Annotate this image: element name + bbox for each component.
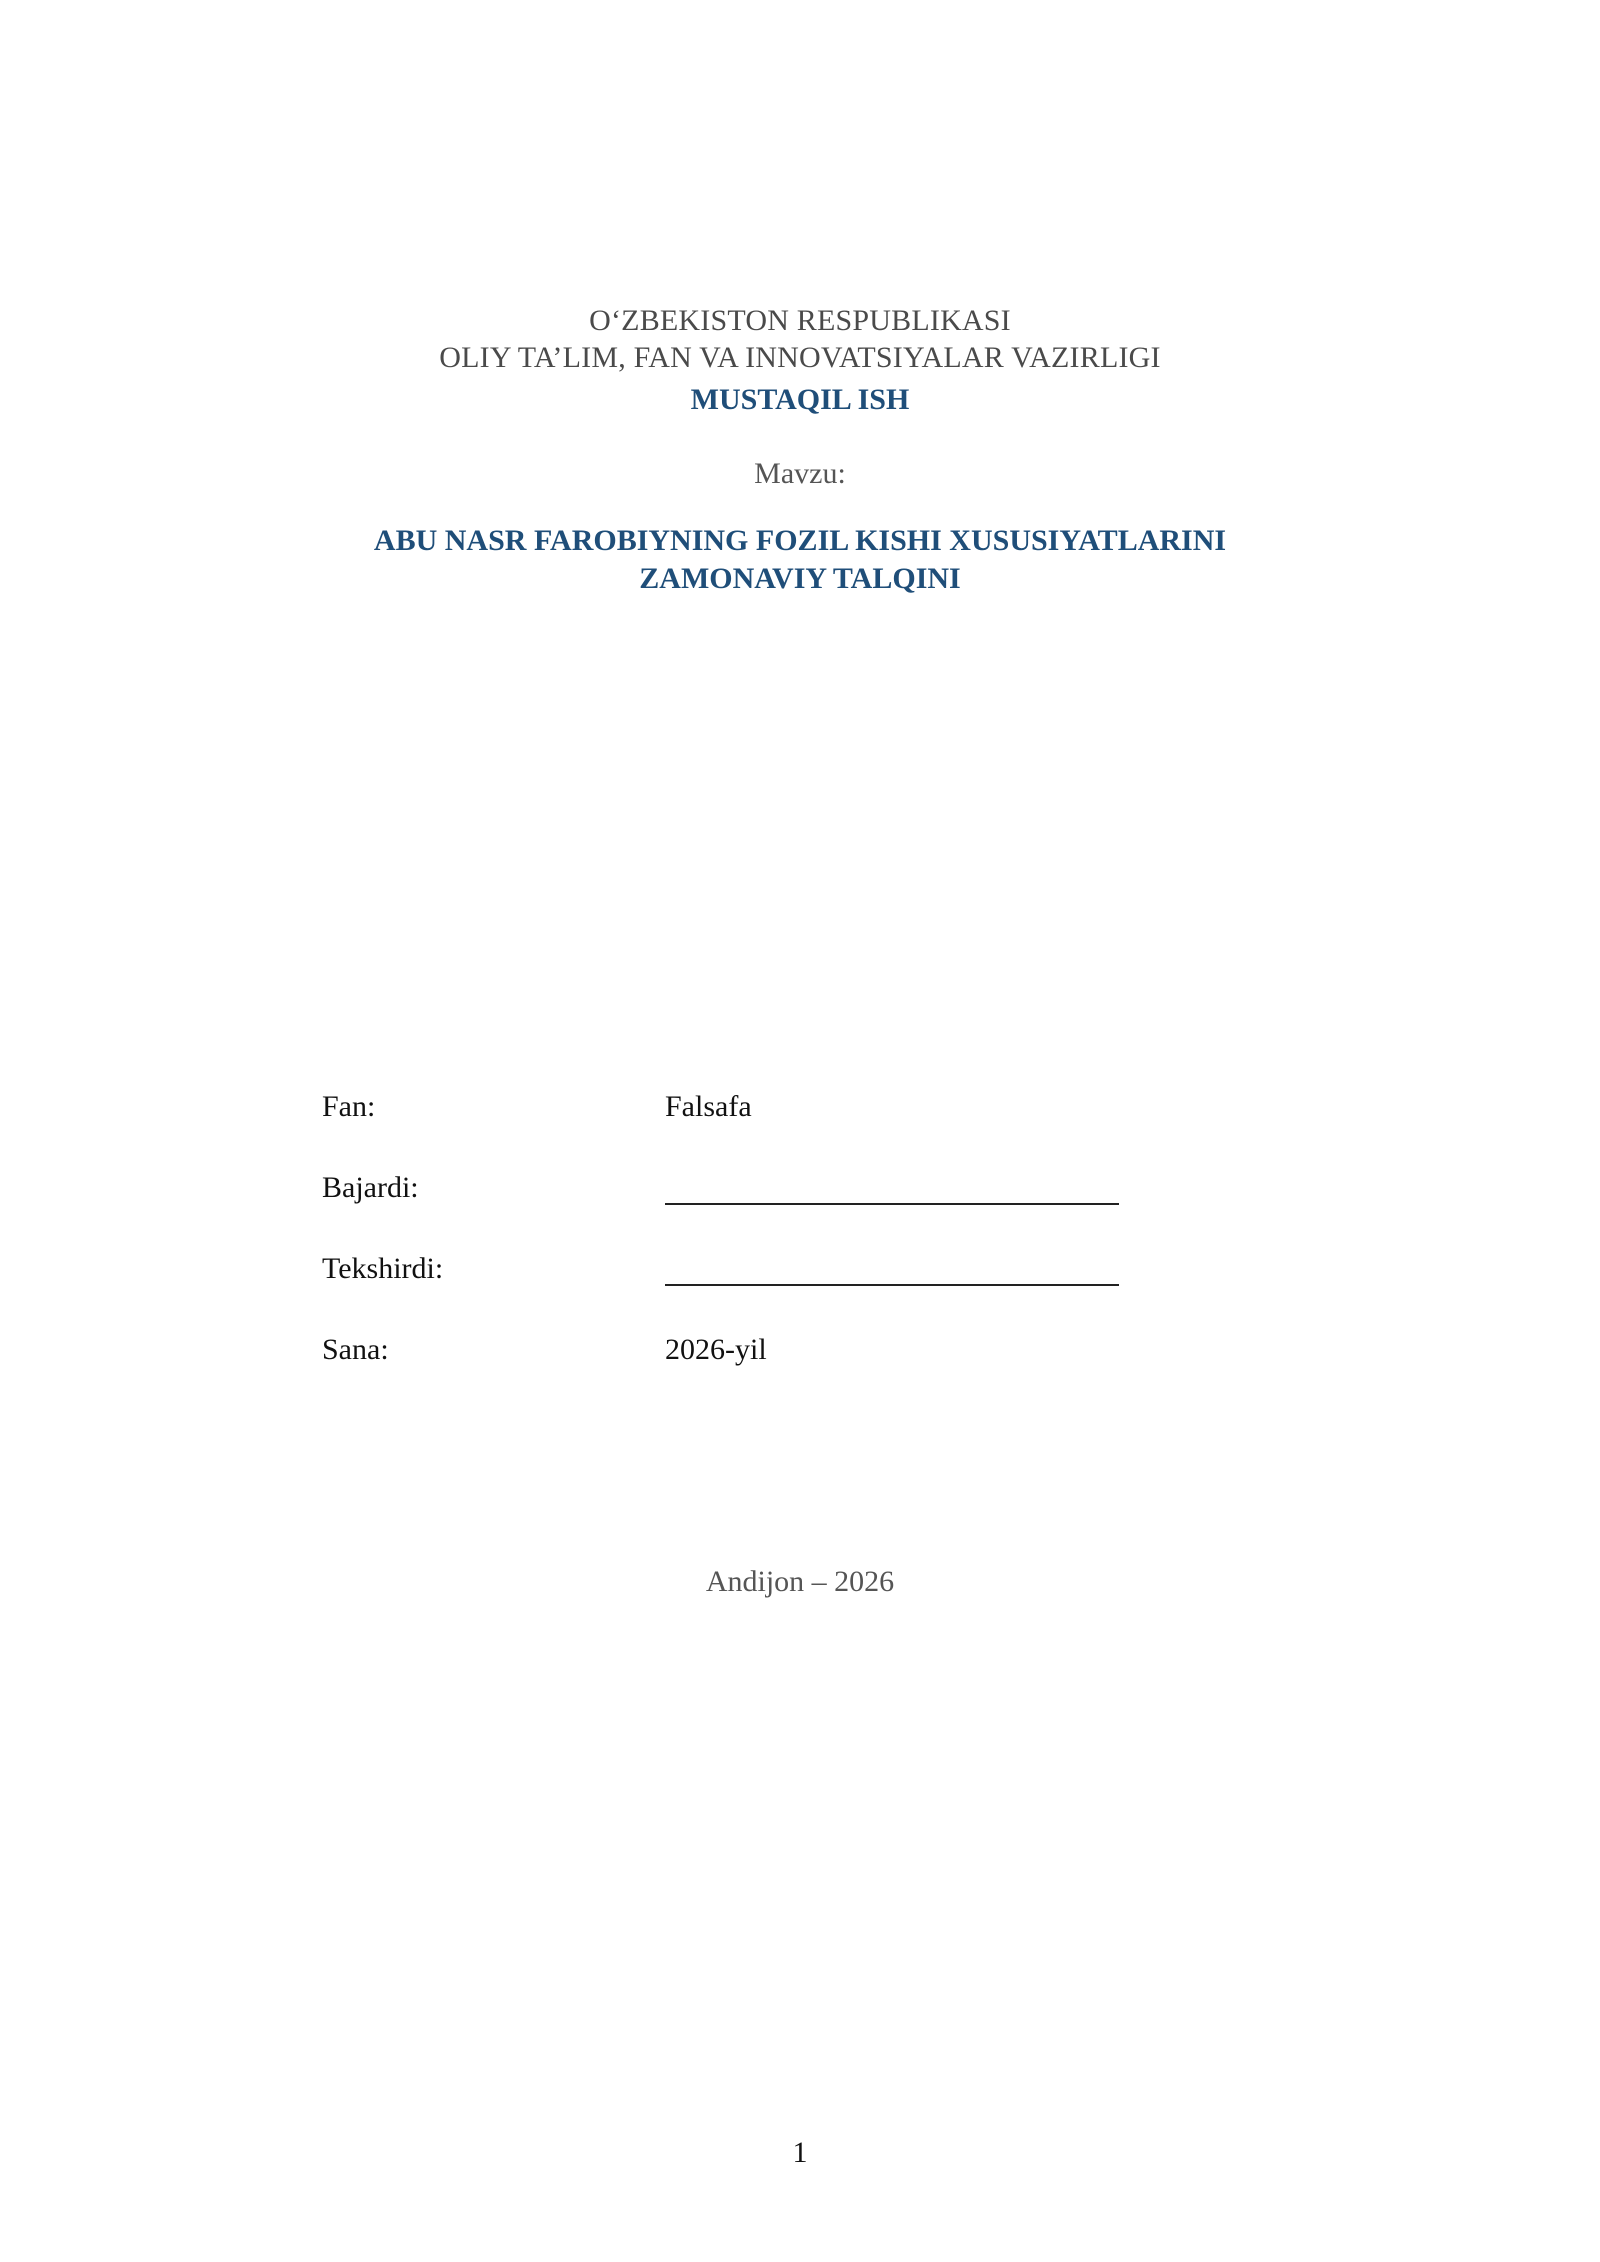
subject-label: Fan:: [322, 1090, 376, 1123]
info-row-subject: [322, 1087, 1222, 1168]
topic-title-line-1: ABU NASR FAROBIYNING FOZIL KISHI XUSUSIYATLARINI: [373, 524, 1227, 557]
info-table: [322, 1087, 1222, 1411]
checked-by-label: Tekshirdi:: [322, 1252, 444, 1285]
info-row-date: [322, 1330, 1222, 1411]
topic-label: Mavzu:: [754, 457, 846, 490]
city-year: Andijon – 2026: [705, 1565, 895, 1598]
topic-title: [0, 522, 1600, 598]
work-type-title: MUSTAQIL ISH: [690, 383, 910, 416]
ministry-name: OLIY TA’LIM, FAN VA INNOVATSIYALAR VAZIRLIGI: [439, 341, 1161, 374]
info-row-performed-by: [322, 1168, 1222, 1249]
performed-by-signature-line: [665, 1203, 1119, 1205]
title-header: [0, 302, 1600, 598]
subject-value: Falsafa: [665, 1090, 752, 1123]
performed-by-label: Bajardi:: [322, 1171, 419, 1204]
checked-by-signature-line: [665, 1284, 1119, 1286]
info-row-checked-by: [322, 1249, 1222, 1330]
date-label: Sana:: [322, 1333, 389, 1366]
date-value: 2026-yil: [665, 1333, 767, 1366]
country-name: O‘ZBEKISTON RESPUBLIKASI: [589, 304, 1011, 337]
topic-title-line-2: ZAMONAVIY TALQINI: [639, 562, 961, 595]
page-number: 1: [792, 2136, 808, 2169]
